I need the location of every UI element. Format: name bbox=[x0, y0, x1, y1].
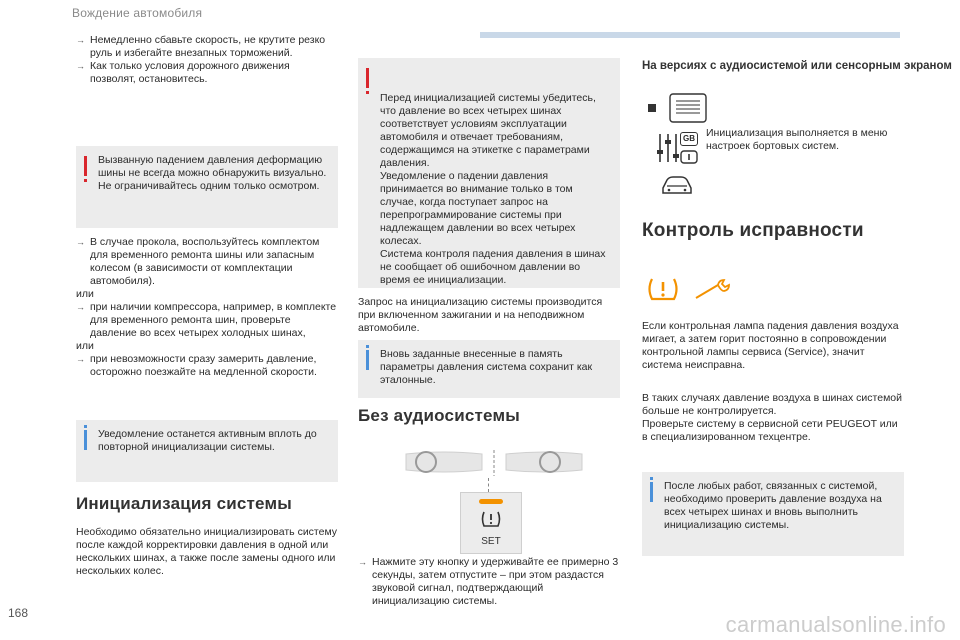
or-text-2: или bbox=[76, 340, 94, 352]
bullet-drive-slowly: → при невозможности сразу замерить давление, осторожно поезжайте на медленной скорости. bbox=[76, 353, 338, 379]
leader-line bbox=[488, 478, 490, 492]
language-gb-icon: GB bbox=[680, 132, 698, 146]
warning-text: Вызванную падением давления деформацию шины не всегда можно обнаружить визуально. Не ограничивайтесь одним только осмотром. bbox=[98, 154, 327, 192]
section-title-initialization: Инициализация системы bbox=[76, 494, 292, 513]
col1-info-box bbox=[76, 420, 338, 482]
col1-bullets-middle bbox=[76, 236, 338, 379]
col2-paragraph: Запрос на инициализацию системы производится при включенном зажигании и на неподвижном автомобиле. bbox=[358, 296, 603, 334]
menu-text: Инициализация выполняется в меню настроек бортовых систем. bbox=[706, 127, 888, 152]
page-number: 168 bbox=[8, 606, 29, 620]
set-button[interactable] bbox=[460, 492, 522, 554]
bullet-slow-down: → Немедленно сбавьте скорость, не крутите резко руль и избегайте внезапных торможений. bbox=[76, 34, 338, 60]
info-mark-icon bbox=[84, 430, 87, 450]
section-title-no-audio: Без аудиосистемы bbox=[358, 406, 520, 425]
section-title-diagnostics: Контроль исправности bbox=[642, 220, 864, 241]
bullet-repair-kit: → В случае прокола, воспользуйтесь комплектом для временного ремонта шины или запасным колесом (в зависимости от комплектации автомобиля). bbox=[76, 236, 338, 288]
set-label: SET bbox=[481, 536, 501, 547]
tire-pressure-icon bbox=[480, 510, 502, 528]
diag-paragraph-2: В таких случаях давление воздуха в шинах системой больше не контролируется. Проверьте систему в сервисной сети PEUGEOT или в специализированном техцентре. bbox=[642, 392, 902, 443]
col3-info-box bbox=[642, 472, 904, 556]
info-i-icon bbox=[680, 150, 698, 164]
settings-menu-icon bbox=[648, 92, 708, 124]
info-text: Уведомление останется активным вплоть до повторной инициализации системы. bbox=[98, 428, 317, 453]
or-text-1: или bbox=[76, 288, 94, 300]
col1-bullets-top bbox=[76, 34, 338, 86]
tire-pressure-warning-icon bbox=[646, 276, 680, 302]
bullet-press-hold: → Нажмите эту кнопку и удерживайте ее примерно 3 секунды, затем отпустите – при этом раздастся звуковой сигнал, подтверждающий инициализацию системы. bbox=[358, 556, 620, 608]
col2-info-box bbox=[358, 340, 620, 398]
dashboard-illustration bbox=[404, 448, 584, 478]
info-text: После любых работ, связанных с системой, необходимо проверить давление воздуха на всех четырех шинах и вновь выполнить инициализацию системы. bbox=[664, 480, 882, 531]
warning-mark-icon bbox=[84, 156, 87, 176]
col2-bullets-bottom bbox=[358, 556, 620, 608]
service-wrench-icon bbox=[692, 278, 734, 302]
bullet-stop: → Как только условия дорожного движения позволят, остановитесь. bbox=[76, 60, 338, 86]
initialization-text: Необходимо обязательно инициализировать систему после каждой корректировки давления в одной или нескольких шинах, а также после замены одного или нескольких колес. bbox=[76, 526, 338, 577]
settings-sliders-icon bbox=[656, 132, 680, 164]
info-text: Вновь заданные внесенные в память параметры давления система сохранит как эталонные. bbox=[380, 348, 593, 386]
section-title-audio-versions: На версиях с аудиосистемой или сенсорным экраном bbox=[642, 60, 952, 72]
info-mark-icon bbox=[366, 350, 369, 370]
warning-mark-icon bbox=[366, 68, 369, 88]
header-title: Вождение автомобиля bbox=[72, 6, 203, 20]
car-icon bbox=[660, 174, 694, 196]
warning-text: Перед инициализацией системы убедитесь, что давление во всех четырех шинах соответствует условиям эксплуатации автомобиля и отвечает требованиям, содержащимся на этикетке с параметрами давления. Уведомление о падении давления принимается во внимание только в том случае, когда поступает запрос на перепрограммирование системы при надлежащем давлении во всех четырех колесах. Система контроля падения давления в шинах не сообщает об ошибочном давлении во время ее инициализации. bbox=[380, 92, 606, 286]
bullet-compressor: → при наличии компрессора, например, в комплекте для временного ремонта шин, проверьте давление во всех четырех холодных шинах, bbox=[76, 301, 338, 340]
col1-warning-box bbox=[76, 146, 338, 228]
watermark: carmanualsonline.info bbox=[725, 612, 946, 637]
col2-warning-box bbox=[358, 58, 620, 288]
info-mark-icon bbox=[650, 482, 653, 502]
header-rule bbox=[480, 32, 900, 38]
set-led-icon bbox=[479, 499, 503, 504]
diag-paragraph-1: Если контрольная лампа падения давления воздуха мигает, а затем горит постоянно в сопровождении контрольной лампы сервиса (Service), значит система неисправна. bbox=[642, 320, 899, 371]
